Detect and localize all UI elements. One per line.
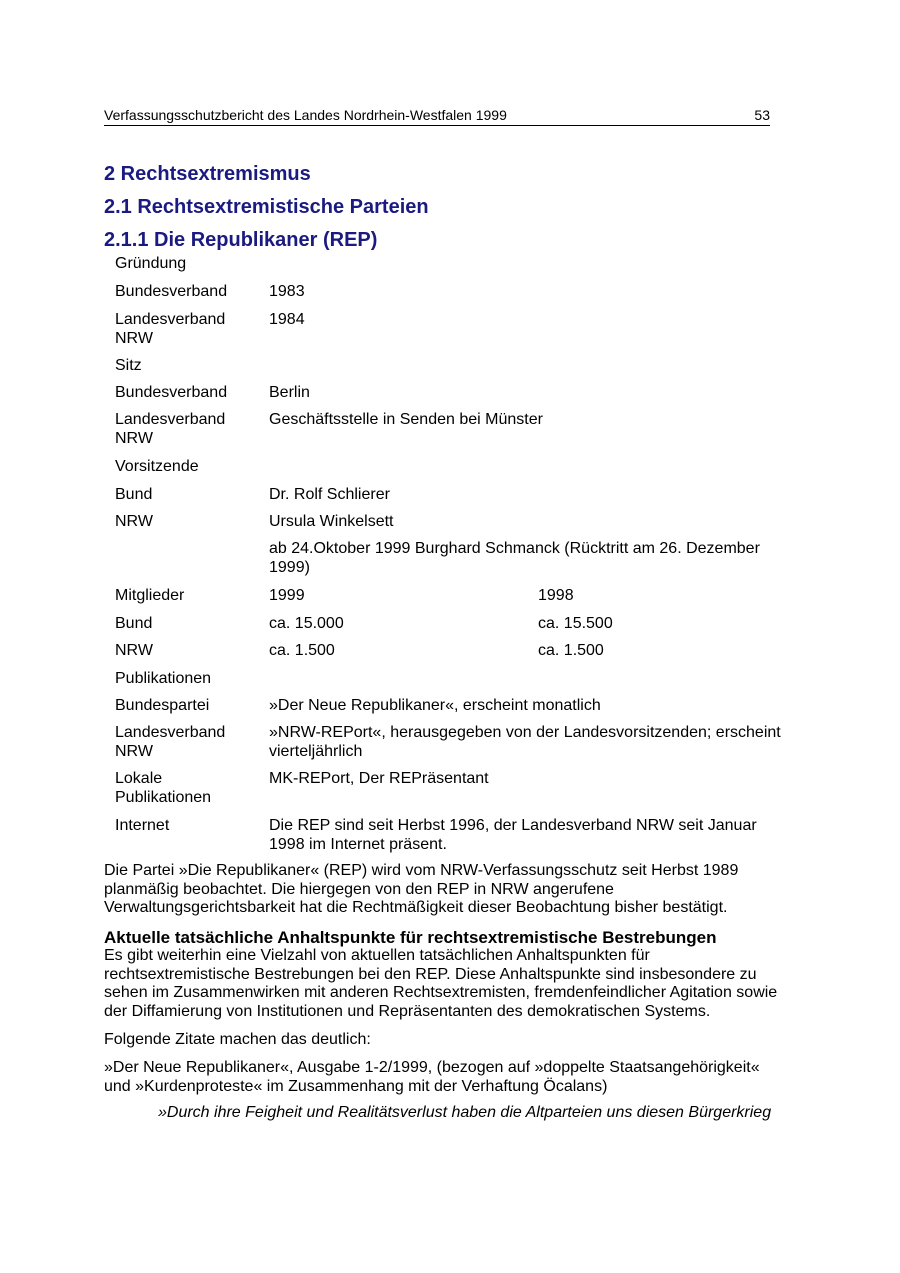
fact-value-line: Die REP sind seit Herbst 1996, der Landesverband NRW seit Januar xyxy=(269,817,757,834)
fact-value xyxy=(269,817,795,863)
text-line: sehen im Zusammenwirken mit anderen Rechtsextremisten, fremdenfeindlicher Agitation sowie xyxy=(104,984,778,1001)
fact-value-line: 1998 im Internet präsent. xyxy=(269,835,447,853)
block-quote: »Durch ihre Feigheit und Realitätsverlust haben die Altparteien uns diesen Bürgerkrieg xyxy=(158,1104,772,1121)
fact-label xyxy=(115,311,269,357)
fact-label-empty xyxy=(115,540,269,587)
fact-row xyxy=(115,283,795,311)
fact-row xyxy=(115,486,795,513)
member-count-1999: ca. 1.500 xyxy=(269,642,335,659)
fact-row xyxy=(115,540,795,587)
fact-row xyxy=(115,411,795,458)
fact-label: Bundesverband xyxy=(115,283,228,300)
fact-value xyxy=(269,724,795,770)
fact-value-line: 1999) xyxy=(269,558,310,576)
fact-label-line: NRW xyxy=(115,742,153,760)
fact-value-line: »NRW-REPort«, herausgegeben von der Landesvorsitzenden; erscheint xyxy=(269,724,781,741)
fact-label: Bund xyxy=(115,615,153,632)
section-label-mitglieder: Mitglieder xyxy=(115,587,185,604)
paragraph-beobachtung xyxy=(104,862,794,918)
heading-parteien: 2.1 Rechtsextremistische Parteien xyxy=(104,196,429,218)
fact-value xyxy=(269,540,795,587)
fact-row-gruendung xyxy=(115,255,795,283)
fact-row-mitglieder xyxy=(115,587,795,615)
fact-label xyxy=(115,411,269,458)
paragraph-quelle xyxy=(104,1059,794,1096)
text-line: Die Partei »Die Republikaner« (REP) wird vom NRW-Verfassungsschutz seit Herbst 1989 xyxy=(104,862,739,879)
fact-row xyxy=(115,770,795,817)
section-label-sitz: Sitz xyxy=(115,357,142,374)
running-header xyxy=(104,107,770,126)
page-number: 53 xyxy=(754,107,770,123)
member-count-1998: ca. 1.500 xyxy=(538,642,604,659)
fact-value: 1984 xyxy=(269,311,305,328)
fact-row xyxy=(115,513,795,540)
fact-label: Bundespartei xyxy=(115,697,210,714)
heading-republikaner: 2.1.1 Die Republikaner (REP) xyxy=(104,229,378,251)
fact-label xyxy=(115,724,269,770)
text-line: der Diffamierung von Institutionen und Repräsentanten des demokratischen Systems. xyxy=(104,1002,711,1020)
fact-label-line: Landesverband xyxy=(115,411,226,428)
fact-value: Ursula Winkelsett xyxy=(269,513,394,530)
fact-label-line: NRW xyxy=(115,429,153,447)
fact-value: Dr. Rolf Schlierer xyxy=(269,486,390,503)
fact-row xyxy=(115,642,795,670)
fact-value: Berlin xyxy=(269,384,310,401)
section-label-publikationen: Publikationen xyxy=(115,670,212,687)
header-title: Verfassungsschutzbericht des Landes Nordrhein-Westfalen 1999 xyxy=(104,107,507,123)
facts-table xyxy=(115,255,795,863)
fact-label: Bund xyxy=(115,486,153,503)
fact-row-vorsitzende xyxy=(115,458,795,486)
text-line: rechtsextremistische Bestrebungen bei den REP. Diese Anhaltspunkte sind insbesondere zu xyxy=(104,965,757,983)
fact-row-publikationen xyxy=(115,670,795,697)
fact-label: Bundesverband xyxy=(115,384,228,401)
fact-row xyxy=(115,697,795,724)
fact-label-line: Lokale xyxy=(115,770,163,787)
section-label-gruendung: Gründung xyxy=(115,255,187,272)
fact-row xyxy=(115,615,795,642)
fact-row xyxy=(115,311,795,357)
fact-label-line: Landesverband xyxy=(115,311,226,328)
fact-value: Geschäftsstelle in Senden bei Münster xyxy=(269,411,543,428)
fact-value: »Der Neue Republikaner«, erscheint monatlich xyxy=(269,697,601,714)
fact-row xyxy=(115,817,795,863)
text-line: planmäßig beobachtet. Die hiergegen von den REP in NRW angerufene xyxy=(104,880,614,898)
fact-label-line: NRW xyxy=(115,329,153,347)
paragraph-zitate: Folgende Zitate machen das deutlich: xyxy=(104,1031,371,1048)
subheading-anhaltspunkte: Aktuelle tatsächliche Anhaltspunkte für rechtsextremistische Bestrebungen xyxy=(104,928,717,947)
fact-label: Internet xyxy=(115,817,170,834)
fact-label: NRW xyxy=(115,513,153,530)
member-count-1999: ca. 15.000 xyxy=(269,615,344,632)
fact-value-line: vierteljährlich xyxy=(269,742,363,760)
fact-row xyxy=(115,724,795,770)
fact-label: NRW xyxy=(115,642,153,659)
heading-rechtsextremismus: 2 Rechtsextremismus xyxy=(104,163,311,185)
text-line: Es gibt weiterhin eine Vielzahl von aktuellen tatsächlichen Anhaltspunkten für xyxy=(104,947,650,964)
section-label-vorsitzende: Vorsitzende xyxy=(115,458,199,475)
fact-row-sitz xyxy=(115,357,795,384)
text-line: Verwaltungsgerichtsbarkeit hat die Rechtmäßigkeit dieser Beobachtung bisher bestätigt. xyxy=(104,899,728,916)
member-count-1998: ca. 15.500 xyxy=(538,615,613,632)
text-line: und »Kurdenproteste« im Zusammenhang mit der Verhaftung Öcalans) xyxy=(104,1077,608,1095)
year-header-1998: 1998 xyxy=(538,587,574,604)
paragraph-anhaltspunkte xyxy=(104,947,794,1021)
fact-value: 1983 xyxy=(269,283,305,300)
fact-row xyxy=(115,384,795,411)
fact-label-line: Publikationen xyxy=(115,788,212,806)
fact-value-line: ab 24.Oktober 1999 Burghard Schmanck (Rücktritt am 26. Dezember xyxy=(269,540,760,557)
fact-label-line: Landesverband xyxy=(115,724,226,741)
text-line: »Der Neue Republikaner«, Ausgabe 1-2/1999, (bezogen auf »doppelte Staatsangehörigkeit« xyxy=(104,1059,760,1076)
fact-label xyxy=(115,770,269,817)
fact-value: MK-REPort, Der REPräsentant xyxy=(269,770,489,787)
year-header-1999: 1999 xyxy=(269,587,305,604)
